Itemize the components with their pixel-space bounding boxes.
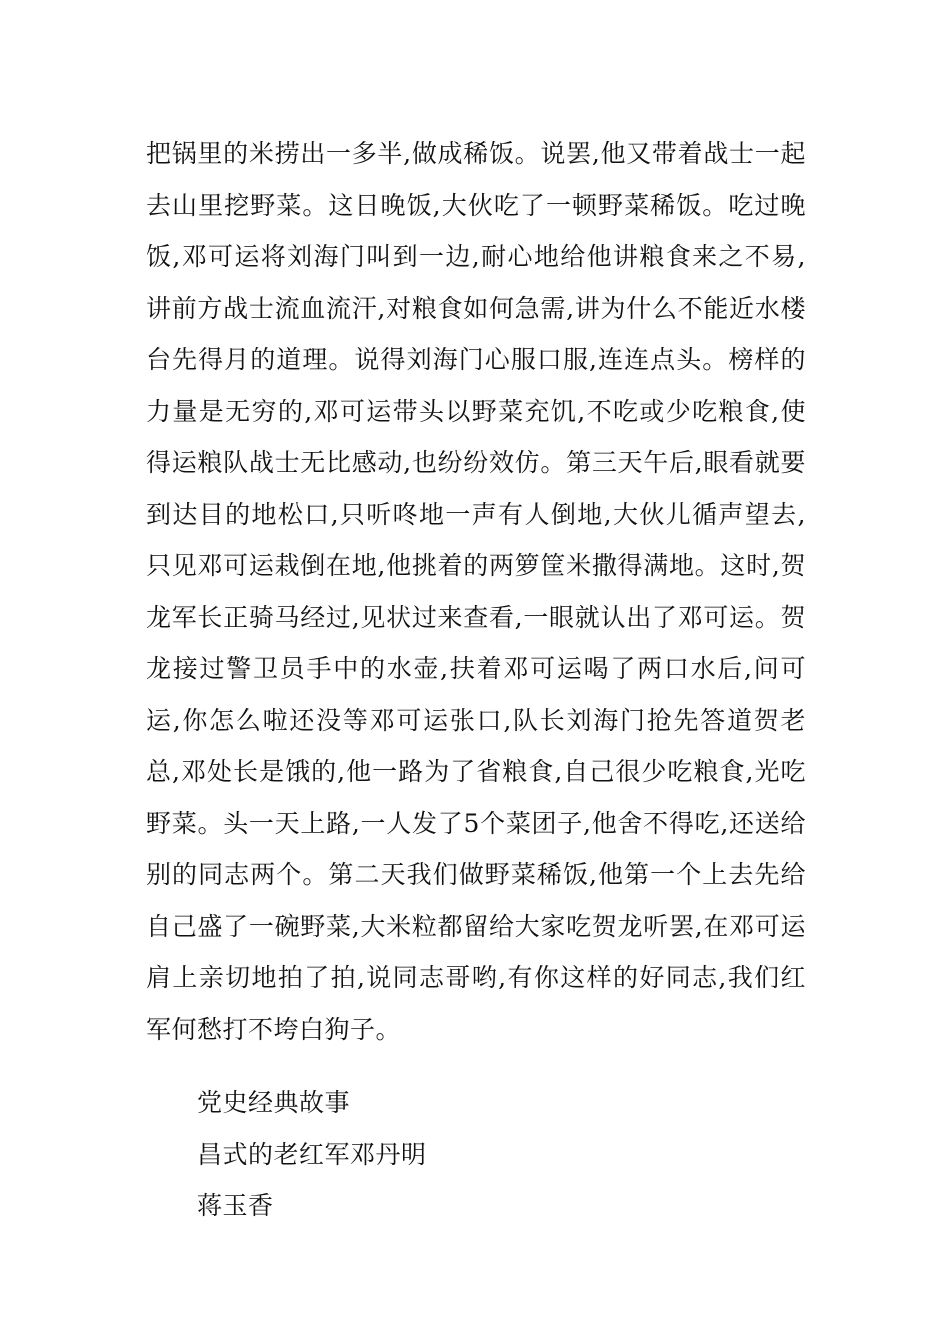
story-header [197, 1077, 427, 1232]
story-title: 昌式的老红军邓丹明 [197, 1139, 427, 1169]
author-name: 蒋玉香 [197, 1191, 274, 1220]
section-heading: 党史经典故事 [197, 1088, 351, 1117]
body-paragraph: 把锅里的米捞出一多半,做成稀饭。说罢,他又带着战士一起去山里挖野菜。这日晚饭,大伙吃了一顿野菜稀饭。吃过晚饭,邓可运将刘海门叫到一边,耐心地给他讲粮食来之不易,讲前方战士流血流汗,对粮食如何急需,讲为什么不能近水楼台先得月的道理。说得刘海门心服口服,连连点头。榜样的力量是无穷的,邓可运带头以野菜充饥,不吃或少吃粮食,使得运粮队战士无比感动,也纷纷效仿。第三天午后,眼看就要到达目的地松口,只听咚地一声有人倒地,大伙儿循声望去,只见邓可运栽倒在地,他挑着的两箩筐米撒得满地。这时,贺龙军长正骑马经过,见状过来查看,一眼就认出了邓可运。贺龙接过警卫员手中的水壶,扶着邓可运喝了两口水后,问可运,你怎么啦还没等邓可运张口,队长刘海门抢先答道贺老总,邓处长是饿的,他一路为了省粮食,自己很少吃粮食,光吃野菜。头一天上路,一人发了5个菜团子,他舍不得吃,还送给别的同志两个。第二天我们做野菜稀饭,他第一个上去先给自己盛了一碗野菜,大米粒都留给大家吃贺龙听罢,在邓可运肩上亲切地拍了拍,说同志哥哟,有你这样的好同志,我们红军何愁打不垮白狗子。 [146, 139, 806, 1044]
